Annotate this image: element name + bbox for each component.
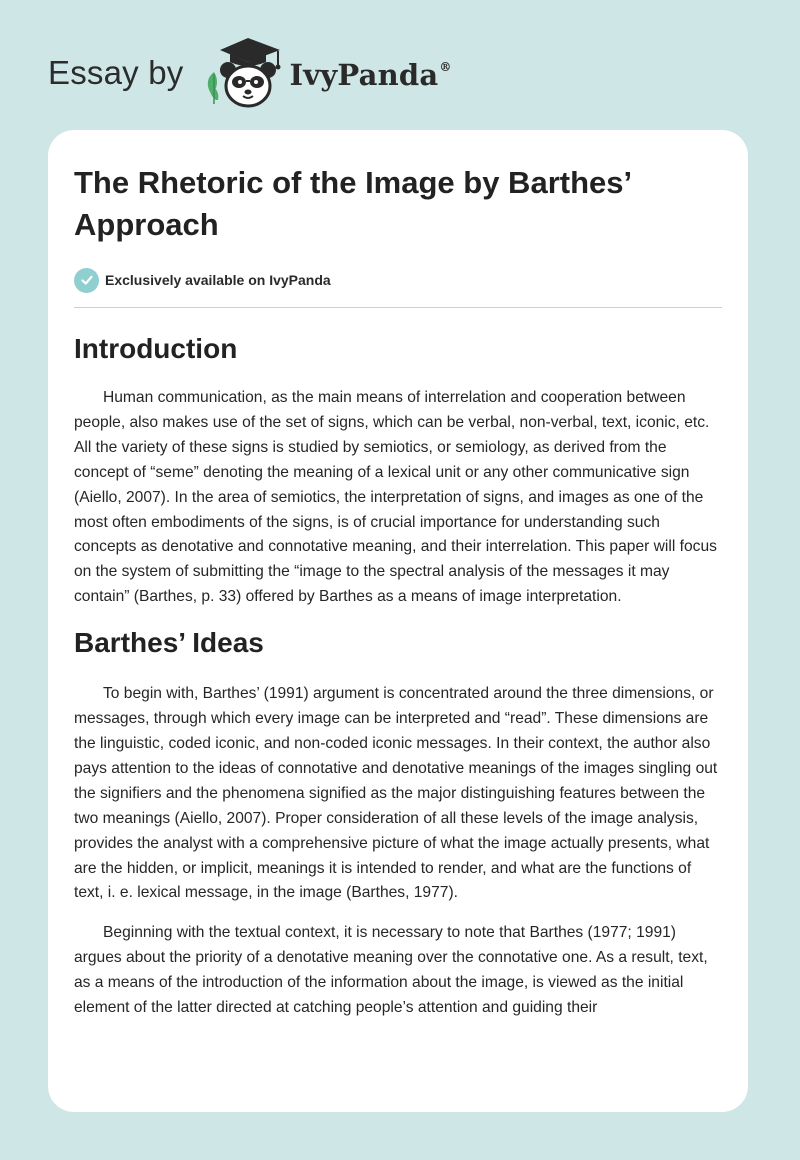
section-heading-introduction: Introduction bbox=[74, 333, 238, 364]
badge-label: Exclusively available on IvyPanda bbox=[105, 272, 331, 288]
paragraph: Human communication, as the main means of interrelation and cooperation between people, also makes use of the set of signs, which can be verbal, non-verbal, text, iconic, etc. All the variety of these signs is studied by semiotics, or semiology, as derived from the concept of “seme” denoting the meaning of a lexical unit or any other communicative sign (Aiello, 2007). In the area of semiotics, the interpretation of signs, and images as one of the most often embodiments of the signs, is of crucial importance for understanding such concepts as denotative and connotative meaning, and their interrelation. This paper will focus on the system of submitting the “image to the spectral analysis of the messages it may contain” (Barthes, p. 33) offered by Barthes as a means of image interpretation. bbox=[74, 389, 717, 606]
paragraph: Beginning with the textual context, it is necessary to note that Barthes (1977; 1991) argues about the priority of a denotative meaning over the connotative one. As a result, text, as a means of the introduction of the information about the image, is viewed as the initial element of the latter directed at catching people’s attention and guiding their bbox=[74, 924, 708, 1017]
brand-name[interactable]: IvyPanda® bbox=[289, 57, 452, 92]
panda-logo-icon[interactable] bbox=[200, 34, 288, 110]
paragraph: To begin with, Barthes’ (1991) argument is concentrated around the three dimensions, or messages, through which every image can be interpreted and “read”. These dimensions are the linguistic, coded iconic, and non-coded iconic messages. In their context, the author also pays attention to the ideas of connotative and denotative meanings of the images singling out the signifiers and the phenomena signified as the major distinguishing features between the two meanings (Aiello, 2007). Proper consideration of all these levels of the image analysis, provides the analyst with a comprehensive picture of what the image actually presents, what are the hidden, or implicit, meanings it is intended to render, and what are the functions of text, i. e. lexical message, in the image (Barthes, 1977). bbox=[74, 685, 718, 902]
brand-prefix: Essay by bbox=[48, 53, 184, 91]
exclusive-badge bbox=[74, 266, 722, 294]
registered-mark: ® bbox=[439, 59, 452, 74]
essay-title: The Rhetoric of the Image by Barthes’ Approach bbox=[74, 165, 631, 242]
section-heading-barthes-ideas: Barthes’ Ideas bbox=[74, 627, 264, 659]
check-icon bbox=[74, 268, 99, 293]
essay-card bbox=[48, 130, 748, 1112]
title-divider bbox=[74, 307, 722, 308]
site-header bbox=[48, 34, 452, 110]
